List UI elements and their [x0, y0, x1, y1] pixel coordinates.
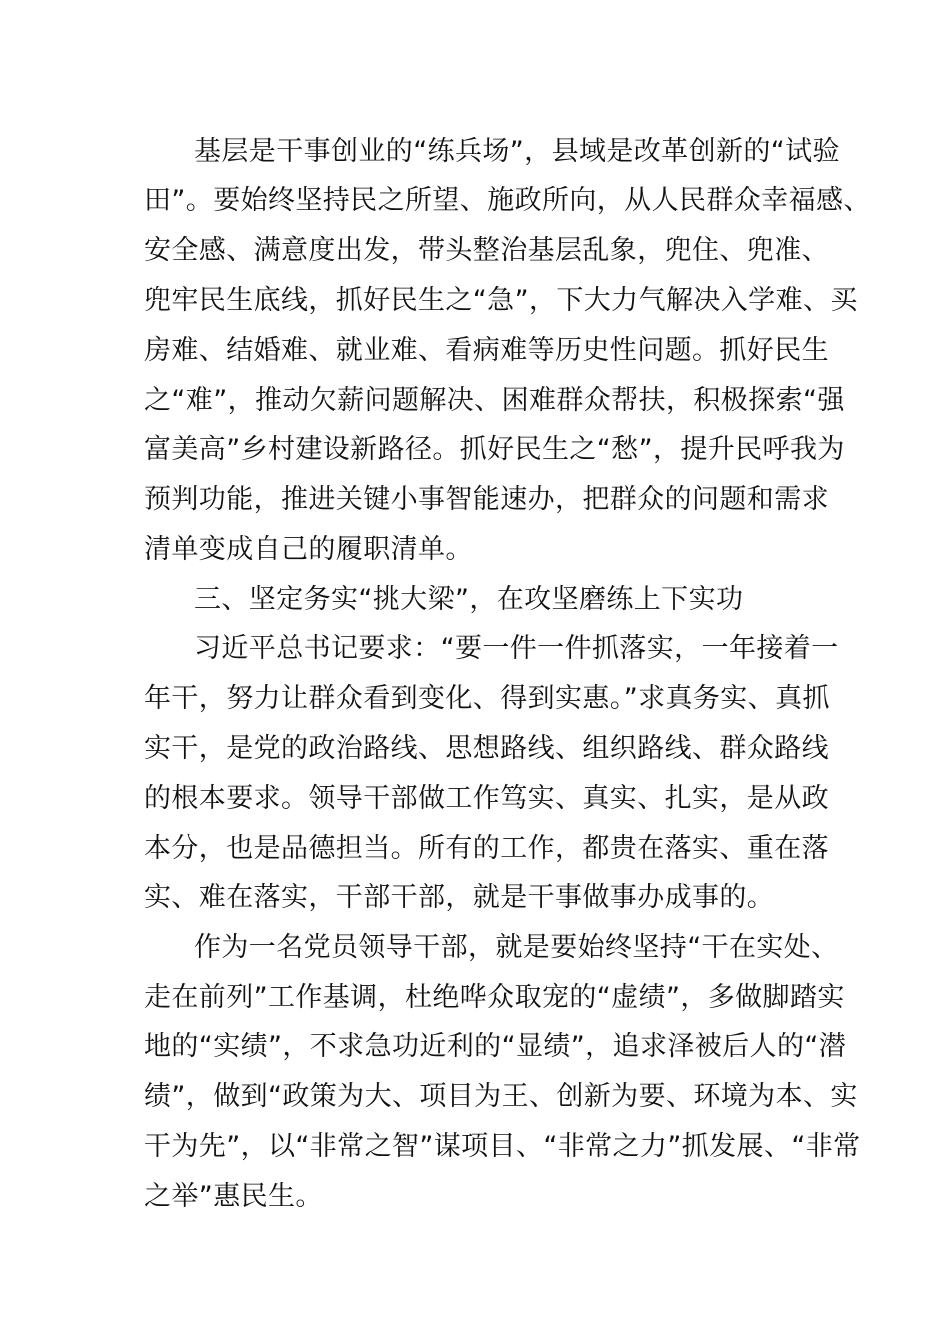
paragraph-1-line-8: 预判功能，推进关键小事智能速办，把群众的问题和需求	[144, 484, 829, 515]
paragraph-1-line-9: 清单变成自己的履职清单。	[144, 534, 473, 565]
paragraph-1-line-4: 兜牢民生底线，抓好民生之“急”，下大力气解决入学难、买	[144, 285, 858, 316]
paragraph-2-line-3: 实干，是党的政治路线、思想路线、组织路线、群众路线	[144, 733, 829, 764]
paragraph-1-line-7: 富美高”乡村建设新路径。抓好民生之“愁”，提升民呼我为	[144, 434, 845, 465]
paragraph-3-line-4: 绩”，做到“政策为大、项目为王、创新为要、环境为本、实	[144, 1081, 858, 1112]
paragraph-2-line-2: 年干，努力让群众看到变化、得到实惠。”求真务实、真抓	[144, 683, 830, 714]
paragraph-2-line-4: 的根本要求。领导干部做工作笃实、真实、扎实，是从政	[144, 783, 829, 814]
paragraph-3-line-1: 作为一名党员领导干部，就是要始终坚持“干在实处、	[194, 932, 839, 963]
paragraph-1-line-5: 房难、结婚难、就业难、看病难等历史性问题。抓好民生	[144, 335, 829, 366]
paragraph-1-line-2: 田”。要始终坚持民之所望、施政所向，从人民群众幸福感、	[144, 185, 871, 216]
paragraph-2-line-5: 本分，也是品德担当。所有的工作，都贵在落实、重在落	[144, 833, 829, 864]
paragraph-3-line-2: 走在前列”工作基调，杜绝哗众取宠的“虚绩”，多做脚踏实	[144, 982, 845, 1013]
paragraph-3-line-6: 之举”惠民生。	[144, 1181, 323, 1212]
paragraph-3-line-5: 干为先”，以“非常之智”谋项目、“非常之力”抓发展、“非常	[144, 1131, 861, 1162]
paragraph-1-line-6: 之“难”，推动欠薪问题解决、困难群众帮扶，积极探索“强	[144, 385, 845, 416]
paragraph-1-line-1: 基层是干事创业的“练兵场”，县域是改革创新的“试验	[194, 136, 840, 167]
paragraph-1-line-3: 安全感、满意度出发，带头整治基层乱象，兜住、兜准、	[144, 235, 829, 266]
section-heading: 三、坚定务实“挑大梁”，在攻坚磨练上下实功	[194, 584, 744, 615]
paragraph-3-line-3: 地的“实绩”，不求急功近利的“显绩”，追求泽被后人的“潜	[144, 1031, 847, 1062]
paragraph-2-line-6: 实、难在落实，干部干部，就是干事做事办成事的。	[144, 882, 775, 913]
paragraph-2-line-1: 习近平总书记要求：“要一件一件抓落实，一年接着一	[194, 633, 839, 664]
